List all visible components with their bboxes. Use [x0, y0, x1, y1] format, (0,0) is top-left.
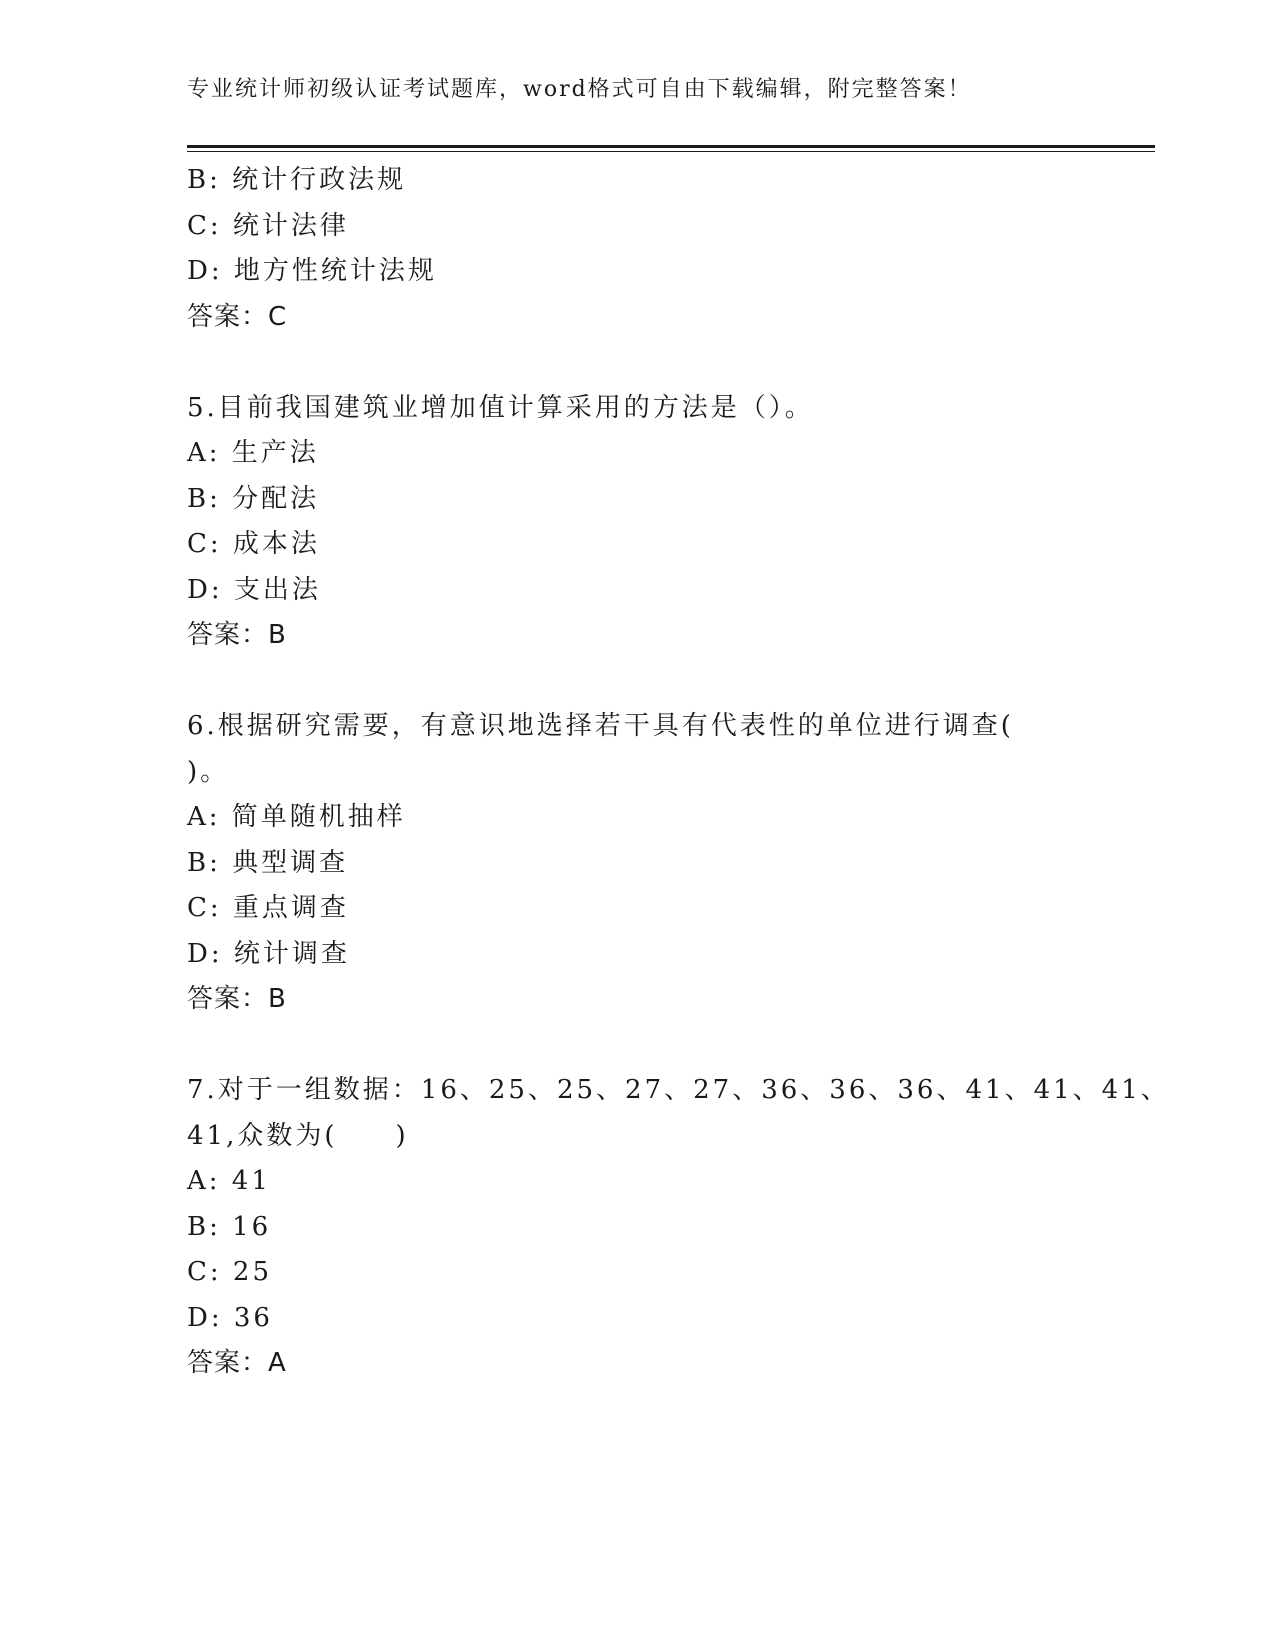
answer: 答案：C — [187, 301, 288, 332]
option-d: D: 统计调查 — [187, 938, 350, 969]
option-d: D: 支出法 — [187, 574, 321, 605]
question-7 — [187, 1068, 1170, 1387]
question-content — [187, 158, 1170, 1387]
option-a: A: 41 — [187, 1166, 271, 1196]
option-d: D: 36 — [187, 1302, 273, 1333]
question-stem: 5.目前我国建筑业增加值计算采用的方法是（）。 — [187, 392, 814, 423]
question-stem-line-2: 41,众数为( ) — [187, 1120, 409, 1151]
header-rule-thick — [187, 145, 1155, 148]
option-c: C: 成本法 — [187, 529, 320, 559]
document-header: 专业统计师初级认证考试题库，word格式可自由下载编辑，附完整答案！ — [187, 77, 972, 102]
option-b: B: 16 — [187, 1211, 272, 1242]
option-a: A: 生产法 — [187, 438, 319, 468]
question-4 — [187, 158, 1087, 340]
option-c: C: 统计法律 — [187, 210, 349, 241]
question-5 — [187, 386, 1087, 659]
question-stem-line-1: 7.对于一组数据：16、25、25、27、27、36、36、36、41、41、41、 — [187, 1075, 1170, 1105]
header-rule-thin — [187, 151, 1155, 152]
answer: 答案：B — [187, 984, 287, 1014]
option-b: B: 典型调查 — [187, 847, 349, 878]
option-b: B: 统计行政法规 — [187, 165, 407, 195]
option-b: B: 分配法 — [187, 483, 320, 514]
answer: 答案：B — [187, 620, 287, 650]
option-c: C: 重点调查 — [187, 893, 349, 923]
question-stem-line-2: )。 — [187, 756, 230, 787]
question-stem-line-1: 6.根据研究需要，有意识地选择若干具有代表性的单位进行调查( — [187, 711, 1014, 741]
option-a: A: 简单随机抽样 — [187, 802, 406, 832]
option-c: C: 25 — [187, 1257, 273, 1287]
option-d: D: 地方性统计法规 — [187, 256, 437, 286]
question-6 — [187, 704, 1087, 1023]
answer: 答案：A — [187, 1348, 287, 1378]
